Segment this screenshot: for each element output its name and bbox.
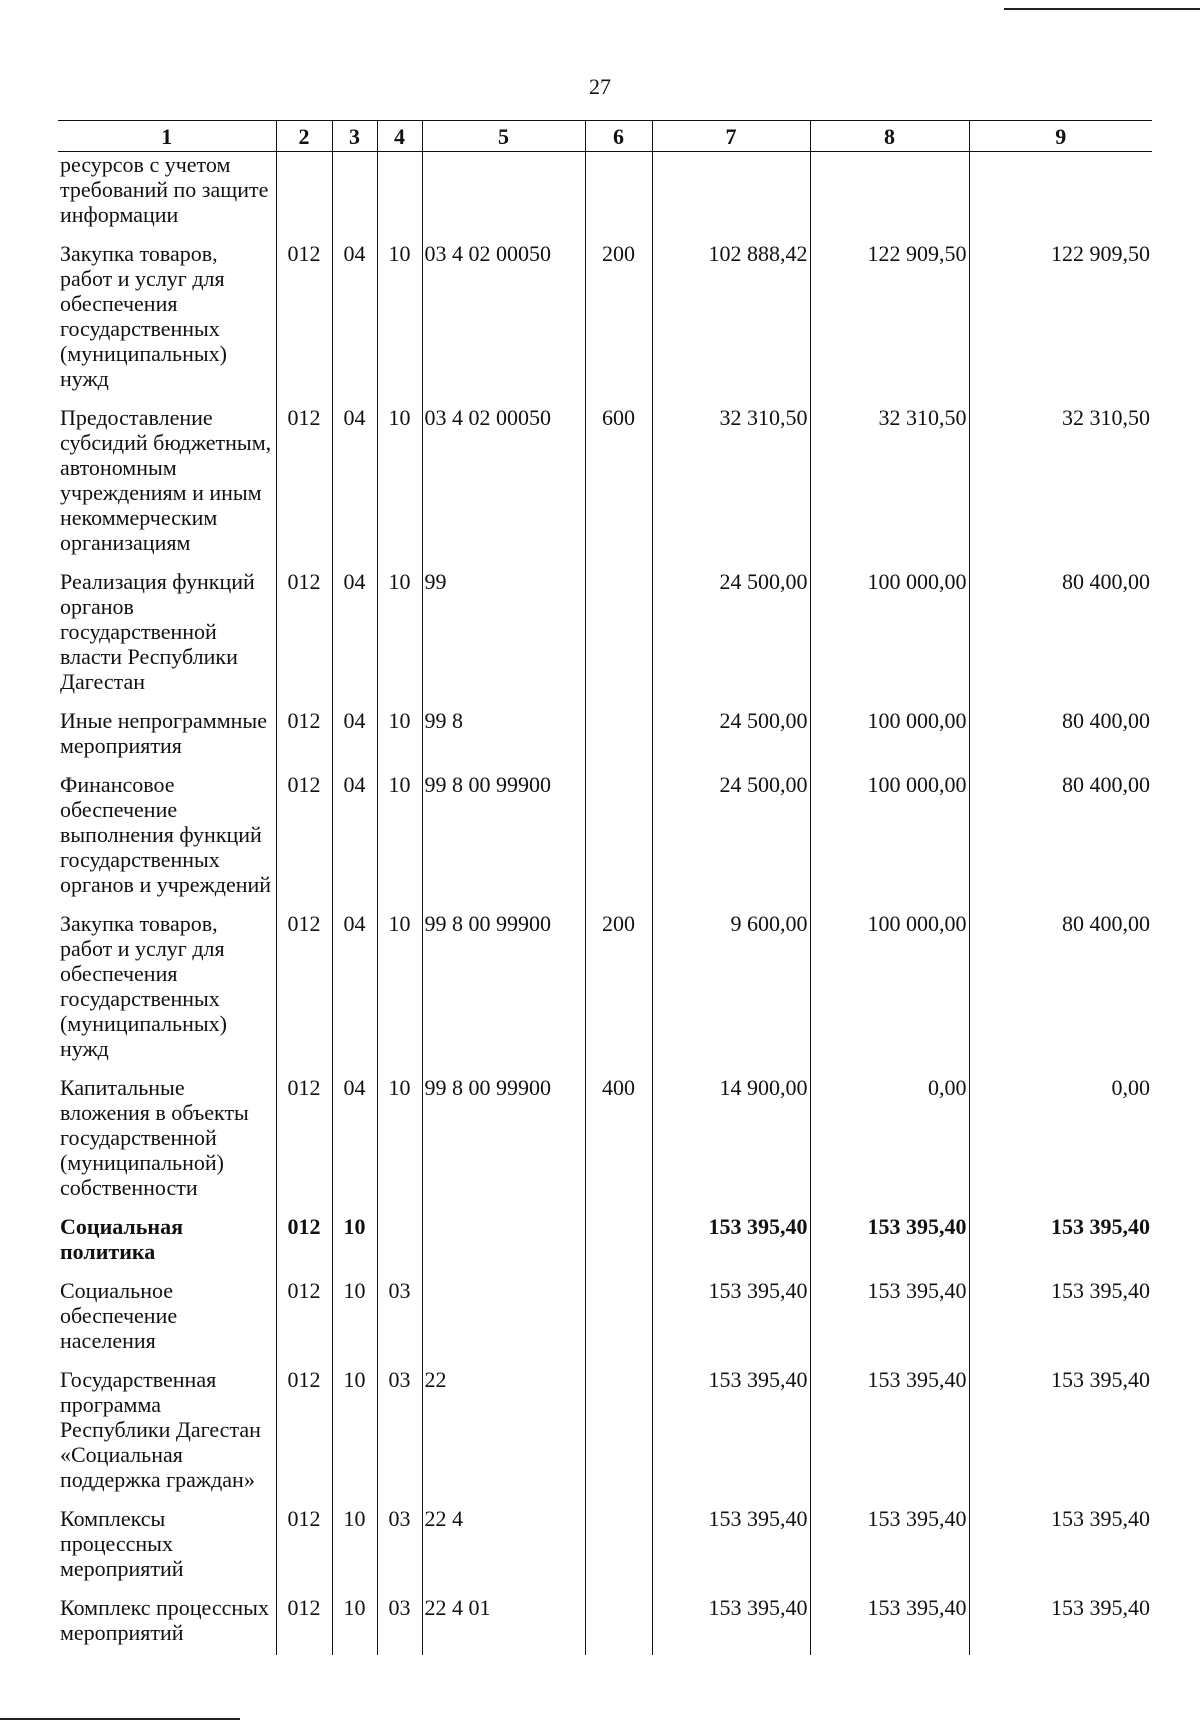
cell-name: Социальное обеспечение населения [60,1278,178,1353]
cell-amount-7: 24 500,00 [652,772,810,911]
cell-target-article: 99 8 00 99900 [422,1075,585,1214]
cell-target-article: 22 4 [422,1506,585,1595]
cell-amount-7: 153 395,40 [652,1595,810,1655]
cell-amount-7: 9 600,00 [652,911,810,1075]
cell-section: 10 [332,1367,377,1506]
cell-expense-type [585,1214,652,1278]
cell-target-article [422,152,585,242]
cell-subsection: 03 [377,1278,422,1367]
cell-ministry-code: 012 [276,1506,332,1595]
cell-amount-9: 80 400,00 [969,911,1152,1075]
cell-expense-type [585,1595,652,1655]
cell-subsection: 10 [377,911,422,1075]
cell-target-article: 99 8 00 99900 [422,772,585,911]
cell-section: 04 [332,708,377,772]
cell-subsection: 10 [377,772,422,911]
cell-section: 04 [332,241,377,405]
cell-amount-9: 80 400,00 [969,569,1152,708]
cell-amount-8: 153 395,40 [810,1367,969,1506]
cell-section: 04 [332,911,377,1075]
col-header-4: 4 [377,121,422,152]
cell-target-article: 22 [422,1367,585,1506]
table-header-row [58,121,1152,152]
cell-amount-8: 32 310,50 [810,405,969,569]
table-row [58,1595,1152,1655]
cell-subsection: 10 [377,405,422,569]
table-row [58,1075,1152,1214]
cell-amount-9: 153 395,40 [969,1278,1152,1367]
cell-ministry-code: 012 [276,1595,332,1655]
cell-ministry-code: 012 [276,1214,332,1278]
cell-section: 04 [332,772,377,911]
cell-ministry-code: 012 [276,569,332,708]
cell-subsection [377,152,422,242]
cell-amount-8: 153 395,40 [810,1595,969,1655]
cell-amount-9: 80 400,00 [969,708,1152,772]
cell-amount-7: 153 395,40 [652,1214,810,1278]
cell-name: Предоставление субсидий бюджетным, автономным учреждениям и иным некоммерческим организациям [60,405,272,555]
table-row [58,1278,1152,1367]
cell-amount-8: 153 395,40 [810,1506,969,1595]
cell-section: 10 [332,1278,377,1367]
cell-amount-8: 122 909,50 [810,241,969,405]
cell-amount-7: 14 900,00 [652,1075,810,1214]
table-row [58,911,1152,1075]
cell-target-article: 99 8 00 99900 [422,911,585,1075]
cell-amount-8 [810,152,969,242]
table-body [58,152,1152,1656]
cell-subsection: 10 [377,1075,422,1214]
cell-ministry-code: 012 [276,708,332,772]
cell-name: Иные непрограммные мероприятия [60,708,267,758]
cell-section: 04 [332,1075,377,1214]
cell-amount-9: 153 395,40 [969,1595,1152,1655]
cell-target-article [422,1214,585,1278]
cell-amount-9: 153 395,40 [969,1214,1152,1278]
cell-amount-7: 102 888,42 [652,241,810,405]
cell-amount-7: 24 500,00 [652,708,810,772]
cell-subsection: 10 [377,569,422,708]
cell-name: Социальная политика [60,1214,183,1264]
table-row [58,152,1152,242]
cell-ministry-code: 012 [276,1075,332,1214]
cell-section: 10 [332,1595,377,1655]
cell-ministry-code [276,152,332,242]
cell-subsection: 10 [377,241,422,405]
cell-expense-type [585,152,652,242]
cell-expense-type [585,1506,652,1595]
cell-name: Государственная программа Республики Дагестан «Социальная поддержка граждан» [60,1367,261,1492]
cell-amount-9: 153 395,40 [969,1506,1152,1595]
cell-name: Капитальные вложения в объекты государственной (муниципальной) собственности [60,1075,249,1200]
cell-ministry-code: 012 [276,772,332,911]
cell-amount-9: 32 310,50 [969,405,1152,569]
cell-amount-7: 32 310,50 [652,405,810,569]
cell-amount-8: 153 395,40 [810,1278,969,1367]
cell-subsection: 03 [377,1595,422,1655]
cell-expense-type [585,569,652,708]
table-row [58,772,1152,911]
col-header-7: 7 [652,121,810,152]
cell-expense-type: 200 [585,241,652,405]
cell-target-article [422,1278,585,1367]
col-header-5: 5 [422,121,585,152]
cell-ministry-code: 012 [276,241,332,405]
cell-target-article: 03 4 02 00050 [422,241,585,405]
cell-ministry-code: 012 [276,911,332,1075]
cell-subsection: 03 [377,1367,422,1506]
cell-section: 10 [332,1506,377,1595]
cell-name: Закупка товаров, работ и услуг для обеспечения государственных (муниципальных) нужд [60,911,227,1061]
col-header-8: 8 [810,121,969,152]
col-header-3: 3 [332,121,377,152]
table-row [58,241,1152,405]
cell-amount-8: 100 000,00 [810,911,969,1075]
cell-name: Комплексы процессных мероприятий [60,1506,184,1581]
budget-table [58,120,1152,1655]
cell-target-article: 22 4 01 [422,1595,585,1655]
cell-amount-9: 80 400,00 [969,772,1152,911]
cell-amount-8: 100 000,00 [810,569,969,708]
table-row [58,405,1152,569]
cell-amount-8: 100 000,00 [810,772,969,911]
col-header-6: 6 [585,121,652,152]
cell-section [332,152,377,242]
cell-target-article: 03 4 02 00050 [422,405,585,569]
cell-name: Комплекс процессных мероприятий [60,1595,269,1645]
cell-amount-7: 153 395,40 [652,1278,810,1367]
cell-name: ресурсов с учетом требований по защите информации [60,152,269,227]
cell-expense-type: 200 [585,911,652,1075]
cell-target-article: 99 8 [422,708,585,772]
cell-expense-type: 400 [585,1075,652,1214]
cell-amount-7: 153 395,40 [652,1506,810,1595]
cell-amount-7: 153 395,40 [652,1367,810,1506]
cell-expense-type [585,1367,652,1506]
cell-target-article: 99 [422,569,585,708]
cell-subsection: 10 [377,708,422,772]
bottom-rule [0,1718,240,1720]
cell-section: 04 [332,405,377,569]
cell-expense-type [585,1278,652,1367]
col-header-9: 9 [969,121,1152,152]
table-row [58,1506,1152,1595]
cell-ministry-code: 012 [276,1278,332,1367]
cell-subsection: 03 [377,1506,422,1595]
cell-amount-9: 0,00 [969,1075,1152,1214]
cell-amount-9: 122 909,50 [969,241,1152,405]
table-row [58,1214,1152,1278]
cell-amount-9 [969,152,1152,242]
cell-expense-type [585,708,652,772]
col-header-2: 2 [276,121,332,152]
cell-name: Закупка товаров, работ и услуг для обеспечения государственных (муниципальных) нужд [60,241,227,391]
cell-amount-8: 0,00 [810,1075,969,1214]
table-row [58,1367,1152,1506]
cell-amount-8: 100 000,00 [810,708,969,772]
table-row [58,708,1152,772]
cell-ministry-code: 012 [276,405,332,569]
cell-amount-7 [652,152,810,242]
cell-name: Финансовое обеспечение выполнения функций государственных органов и учреждений [60,772,272,897]
cell-section: 10 [332,1214,377,1278]
cell-ministry-code: 012 [276,1367,332,1506]
cell-subsection [377,1214,422,1278]
cell-amount-8: 153 395,40 [810,1214,969,1278]
cell-section: 04 [332,569,377,708]
cell-expense-type [585,772,652,911]
cell-expense-type: 600 [585,405,652,569]
page-number: 27 [589,74,611,99]
top-rule [1004,8,1200,10]
cell-amount-7: 24 500,00 [652,569,810,708]
col-header-1: 1 [58,121,276,152]
table-row [58,569,1152,708]
cell-name: Реализация функций органов государственной власти Республики Дагестан [60,569,255,694]
cell-amount-9: 153 395,40 [969,1367,1152,1506]
